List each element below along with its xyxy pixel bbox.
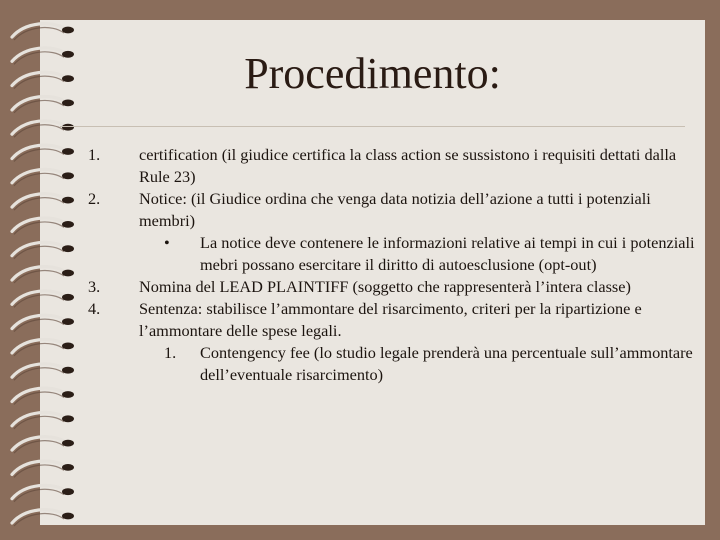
list-item: [88, 188, 698, 232]
punch-hole: [62, 148, 74, 155]
sub-list-text: La notice deve contenere le informazioni relative ai tempi in cui i potenziali mebri possano esercitare il diritto di autoesclusione (opt-out): [200, 233, 695, 274]
punch-hole: [62, 343, 74, 350]
list-number: 1.: [88, 145, 101, 164]
list-item: [88, 298, 698, 342]
list-text: Sentenza: stabilisce l’ammontare del risarcimento, criteri per la ripartizione e l’ammontare delle spese legali.: [139, 299, 642, 340]
list-item: [88, 144, 698, 188]
list-number: 4.: [88, 299, 101, 318]
punch-hole: [62, 488, 74, 495]
punch-hole: [62, 513, 74, 520]
sub-list-text: Contengency fee (lo studio legale prenderà una percentuale sull’ammontare dell’eventuale risarcimento): [200, 343, 693, 384]
punch-hole: [62, 221, 74, 228]
punch-hole: [62, 100, 74, 107]
list-number: 3.: [88, 277, 101, 296]
slide-content: [88, 144, 698, 386]
punch-hole: [62, 124, 74, 131]
punch-hole: [62, 367, 74, 374]
slide-title: Procedimento:: [244, 49, 501, 98]
punch-hole: [62, 294, 74, 301]
punch-hole: [62, 245, 74, 252]
list-text: Nomina del LEAD PLAINTIFF (soggetto che rappresenterà l’intera classe): [139, 277, 631, 296]
sub-list-number: 1.: [164, 343, 177, 362]
title-divider: [60, 126, 685, 127]
punch-hole: [62, 197, 74, 204]
bullet-icon: •: [164, 233, 170, 252]
punch-hole: [62, 318, 74, 325]
punch-hole: [62, 270, 74, 277]
punch-hole: [62, 27, 74, 34]
punch-hole: [62, 415, 74, 422]
sub-list-item: [164, 342, 698, 386]
list-text: Notice: (il Giudice ordina che venga data notizia dell’azione a tutti i potenziali membri): [139, 189, 651, 230]
list-item: [88, 276, 698, 298]
punch-hole: [62, 464, 74, 471]
sub-list-item: [164, 232, 698, 276]
punch-hole: [62, 172, 74, 179]
punch-hole: [62, 391, 74, 398]
punch-hole: [62, 440, 74, 447]
list-text: certification (il giudice certifica la class action se sussistono i requisiti dettati dalla Rule 23): [139, 145, 677, 186]
list-number: 2.: [88, 189, 101, 208]
